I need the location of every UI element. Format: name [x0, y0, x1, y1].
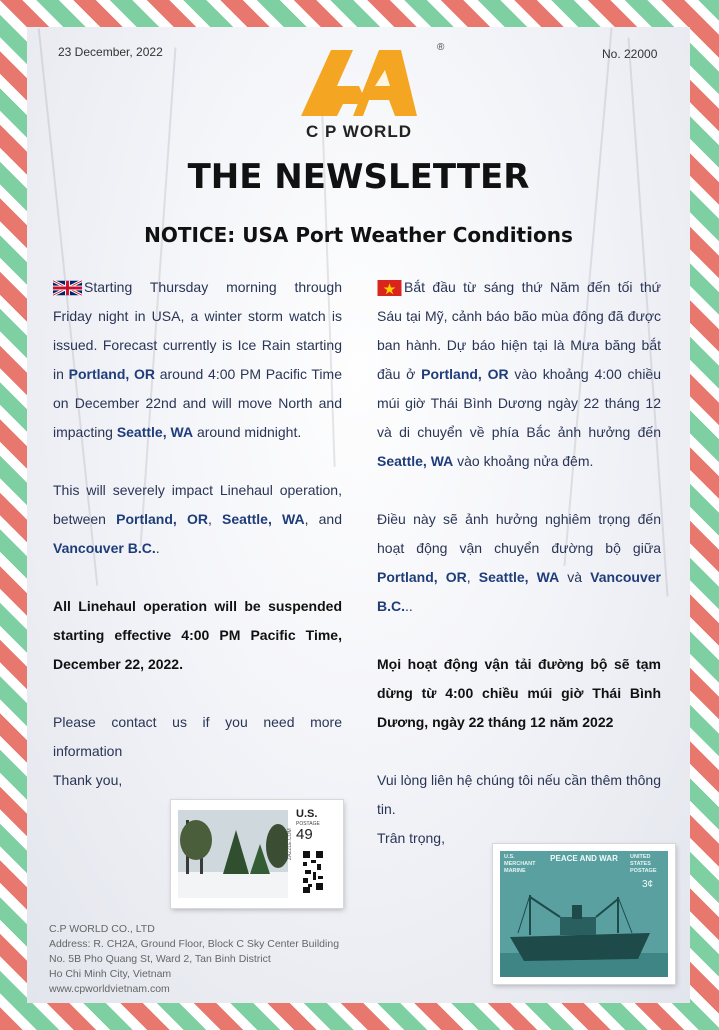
vietnamese-p1-portland: Portland, OR [421, 366, 509, 382]
english-suspension-notice: All Linehaul operation will be suspended starting effective 4:00 PM Pacific Time, December 22, 2022. [53, 598, 342, 672]
stamp-ship-value: 3¢ [642, 879, 654, 890]
vietnamese-p2-text: Điều này sẽ ảnh hưởng nghiêm trọng đến hoạt động vận chuyển đường bộ giữa [377, 511, 661, 556]
english-p1-text: Starting Thursday morning through Friday night in USA, a winter storm watch is issued. Forecast currently is Ice Rain starting in [53, 279, 342, 382]
vietnamese-paragraph-2 [377, 505, 661, 621]
vietnamese-contact-text: Vui lòng liên hệ chúng tôi nếu cần thêm thông tin. [377, 772, 661, 817]
stamp-barcode-icon [302, 850, 324, 894]
merchant-marine-stamp [493, 844, 675, 984]
logo-text: C P WORLD [306, 122, 412, 141]
cp-world-logo [297, 42, 421, 142]
company-address-line-1: Address: R. CH2A, Ground Floor, Block C Sky Center Building [49, 938, 340, 950]
vietnamese-p2-vancouver: Vancouver B.C. [377, 569, 661, 614]
english-p1-seattle: Seattle, WA [116, 424, 194, 440]
vietnamese-closing: Trân trọng, [377, 830, 445, 846]
vietnamese-p1-text: Bắt đầu từ sáng thứ Năm đến tối thứ Sáu tại Mỹ, cảnh báo bão mùa đông đã được ban hành. Dự báo hiện tại là Mưa băng bắt đầu ở [377, 279, 661, 382]
forest-picture [178, 810, 288, 898]
english-p1-portland: Portland, OR [68, 366, 156, 382]
stamp-postage-label: POSTAGE [296, 821, 320, 827]
english-p2-seattle: Seattle, WA [222, 511, 305, 527]
english-p2-vancouver: Vancouver B.C. [53, 540, 156, 556]
english-paragraph-2 [53, 476, 342, 563]
vietnam-flag-icon [377, 280, 402, 296]
vietnamese-p1-seattle: Seattle, WA [377, 453, 454, 469]
stamp-brand: ZAZZLE.COM [287, 828, 293, 860]
english-p2-portland: Portland, OR [116, 511, 208, 527]
stamp-image-area [500, 851, 668, 977]
stamp-left-text: U.S. MERCHANT MARINE [504, 854, 536, 874]
english-p2-text: , and [304, 511, 343, 527]
vietnamese-p2-seattle: Seattle, WA [478, 569, 560, 585]
english-paragraph-1 [53, 273, 342, 447]
english-contact-text: Please contact us if you need more information [53, 714, 342, 759]
ship-icon [500, 887, 668, 977]
company-name: C.P WORLD CO., LTD [49, 923, 155, 935]
english-p2-text: This will severely impact Linehaul operation, between [53, 482, 342, 527]
us-postage-stamp [171, 800, 343, 908]
issue-date: 23 December, 2022 [58, 45, 163, 59]
english-column [53, 273, 342, 795]
vietnamese-paragraph-1 [377, 273, 661, 476]
english-p1-text: around 4:00 PM Pacific Time on December 22nd and will move North and impacting [53, 366, 342, 440]
english-p2-text: . [155, 540, 160, 556]
vietnamese-p2-portland: Portland, OR [377, 569, 467, 585]
vietnamese-p2-text: , [466, 569, 479, 585]
stamp-right-text: UNITED STATES POSTAGE [630, 854, 657, 874]
newsletter-sheet [27, 27, 690, 1003]
logo-mark-icon [297, 42, 421, 120]
vietnamese-column [377, 273, 661, 853]
english-p2-text: , [207, 511, 223, 527]
vietnamese-suspension-notice: Mọi hoạt động vận tải đường bộ sẽ tạm dừng từ 4:00 chiều múi giờ Thái Bình Dương, ngày 22 tháng 12 năm 2022 [377, 656, 661, 730]
notice-subtitle: NOTICE: USA Port Weather Conditions [144, 223, 573, 247]
company-footer [49, 922, 339, 997]
vietnamese-p1-text: vào khoảng nửa đêm. [453, 453, 594, 469]
company-address-line-2: No. 5B Pho Quang St, Ward 2, Tan Binh District [49, 953, 271, 965]
company-address-line-3: Ho Chi Minh City, Vietnam [49, 968, 172, 980]
english-p1-text: around midnight. [193, 424, 302, 440]
stamp-top-text: PEACE AND WAR [550, 854, 618, 863]
vietnamese-p1-text: vào khoảng 4:00 chiều múi giờ Thái Bình Dương ngày 22 tháng 12 và di chuyển về phía Bắc ảnh hưởng đến [377, 366, 662, 440]
uk-flag-icon [53, 280, 82, 296]
company-website-link[interactable]: www.cpworldvietnam.com [49, 983, 170, 995]
registered-mark: ® [437, 42, 445, 53]
stamp-value: 49 [296, 826, 313, 843]
issue-number: No. 22000 [602, 47, 658, 61]
english-closing: Thank you, [53, 772, 123, 788]
stamp-country: U.S. [296, 808, 318, 820]
vietnamese-p2-text: và [559, 569, 591, 585]
newsletter-title: THE NEWSLETTER [187, 157, 530, 197]
vietnamese-p2-text: .. [405, 598, 413, 614]
